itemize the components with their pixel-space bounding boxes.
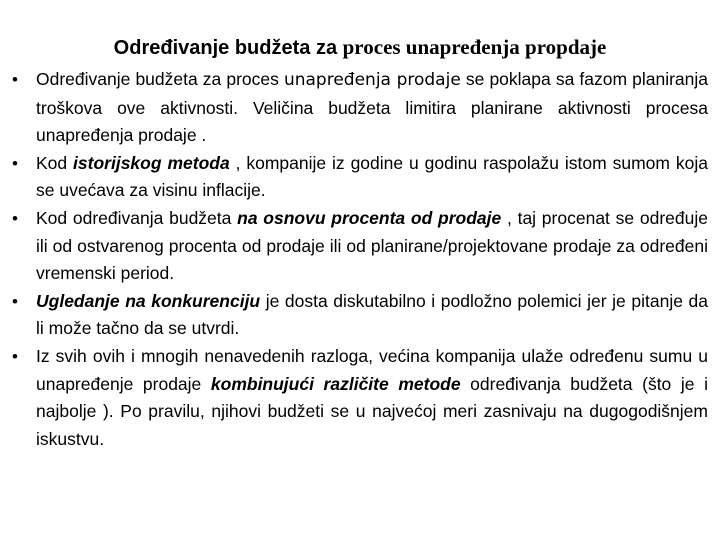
slide-title bbox=[0, 34, 720, 61]
bullet-text-segment: Određivanje budžeta za proces bbox=[36, 69, 284, 89]
bullet-text-segment: određivanja budžeta (što je i najbolje ). Po pravilu, njihovi budžeti se u najvećoj meri zasnivaju na dugogodišnjem iskustvu. bbox=[36, 373, 708, 449]
bullet-item bbox=[12, 343, 708, 453]
bullet-text-segment: Kod bbox=[36, 152, 74, 173]
bullet-item bbox=[12, 150, 709, 205]
bullet-point-icon: • bbox=[12, 291, 18, 311]
bullet-point-icon: • bbox=[12, 70, 18, 89]
bullet-point-icon: • bbox=[12, 346, 18, 366]
bullet-item bbox=[12, 205, 708, 288]
bullet-text-segment: Ugledanje na konkurenciju bbox=[36, 290, 261, 311]
bullet-item bbox=[12, 288, 708, 343]
bullet-point-icon: • bbox=[12, 153, 18, 173]
bullet-text-segment: unapređenja prodaje bbox=[283, 70, 461, 90]
bullet-text-segment: na osnovu procenta od prodaje bbox=[237, 207, 502, 228]
bullet-text-segment: , kompanije iz godine u godinu raspolažu istom sumom koja se uvećava za visinu inflacije. bbox=[36, 152, 709, 201]
bullet-list bbox=[12, 66, 709, 453]
bullet-text-segment: je dosta diskutabilno i podložno polemici jer je pitanje da li može tačno da se utvrdi. bbox=[36, 290, 708, 339]
slide-title-part1: Određivanje budžeta za bbox=[113, 37, 343, 59]
bullet-text-segment: Iz svih ovih i mnogih nenavedenih razloga, većina kompanija ulaže određenu sumu u unapređenje prodaje bbox=[36, 345, 708, 394]
bullet-text-segment: , taj procenat se određuje ili od ostvarenog procenta od prodaje ili od planirane/projektovane prodaje za određeni vremenski period. bbox=[36, 207, 708, 284]
slide-title-part2: proces unapređenja propdaje bbox=[342, 35, 607, 59]
bullet-item bbox=[12, 66, 709, 150]
bullet-point-icon: • bbox=[12, 208, 18, 228]
bullet-text-segment: Kod određivanja budžeta bbox=[36, 207, 238, 228]
bullet-text-segment: se poklapa sa fazom planiranja troškova ove aktivnosti. Veličina budžeta limitira planirane aktivnosti procesa unapređenja prodaje . bbox=[36, 69, 709, 146]
bullet-text-segment: istorijskog metoda bbox=[73, 152, 230, 173]
bullet-text-segment: kombinujući različite metode bbox=[210, 373, 461, 394]
